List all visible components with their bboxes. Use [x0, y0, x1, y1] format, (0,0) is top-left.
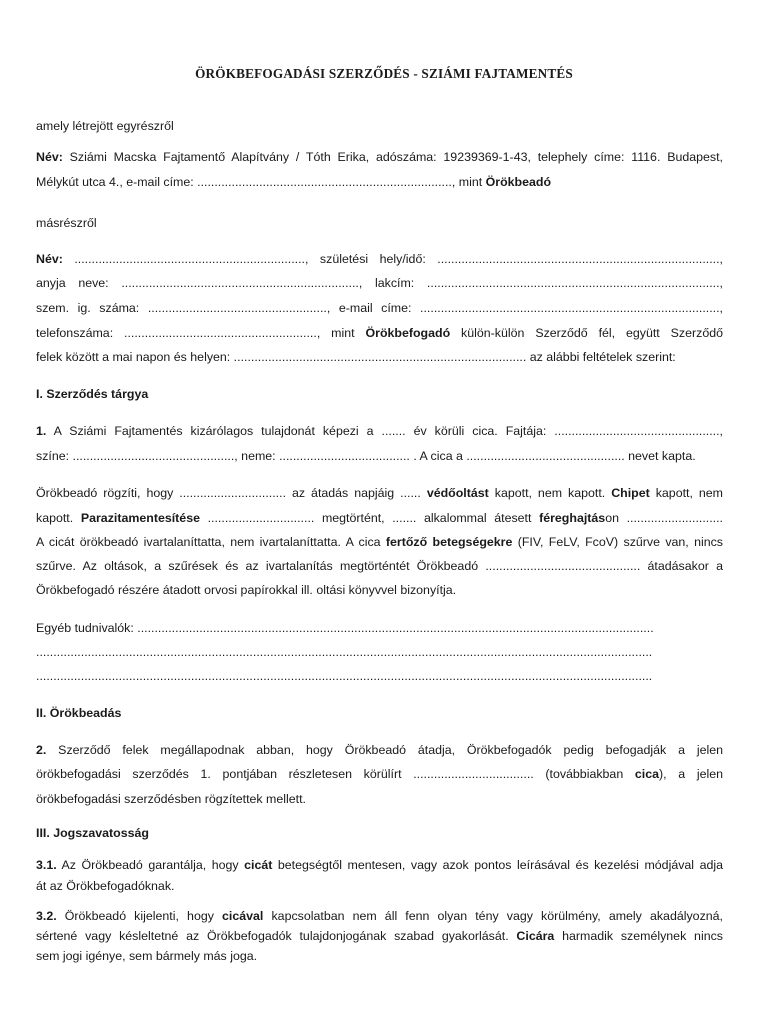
s3-p2-c: kapcsolatban nem áll fenn olyan tény vagy körülmény, amely akadályozná,	[263, 909, 723, 923]
vaccine-bold: védőoltást	[426, 486, 489, 500]
s1-p2-l2-e: on ............................	[605, 511, 723, 525]
s1-p2-l2-c: ............................... megtörtént, ....... alkalommal átesett	[199, 511, 540, 525]
s2-line-3: örökbefogadási szerződésben rögzítettek mellett.	[36, 792, 306, 806]
clause-number: 2.	[36, 743, 47, 757]
s2-line-2	[36, 766, 723, 782]
donor-role: Örökbeadó	[485, 175, 552, 189]
chip-bold: Chipet	[611, 486, 650, 500]
cat-bold: cica	[634, 767, 660, 781]
cat-bold: cicával	[222, 909, 264, 923]
s3-p1-c: betegségtől mentesen, vagy azok pontos leírásával és kezelési módjával adja	[272, 858, 723, 872]
s3-p2-line-3: sem jogi igénye, sem bármely más joga.	[36, 949, 258, 963]
cat-bold: cicát	[244, 858, 273, 872]
intro-line-4: másrészről	[36, 216, 97, 230]
s1-p2-line-4: szűrve. Az oltások, a szűrések és az ivartalanítás megtörténtét Örökbeadó ............................................. átadásakor a	[36, 559, 723, 573]
s1-p2-text-e: kapott, nem	[649, 486, 723, 500]
party-line-4	[36, 325, 723, 341]
s2-line-1	[36, 742, 723, 758]
s1-p1-line-2: színe: ..............................................., neme: ...................................... . A cica a .............................................. nevet kapta.	[36, 449, 696, 463]
disease-bold: fertőző betegségekre	[385, 535, 513, 549]
adopter-role: Örökbefogadó	[365, 326, 451, 340]
name-label: Név:	[36, 150, 63, 164]
party-phone: telefonszáma: ........................................................, mint	[36, 326, 366, 340]
deworm-bold: féreghajtás	[539, 511, 606, 525]
s3-p2-l2-c: harmadik személynek nincs	[554, 929, 723, 943]
s1-p2-line-2	[36, 510, 723, 526]
clause-number: 1.	[36, 424, 47, 438]
section-2-heading: II. Örökbeadás	[36, 706, 122, 720]
name-label: Név:	[36, 252, 63, 266]
document-title: ÖRÖKBEFOGADÁSI SZERZŐDÉS - SZIÁMI FAJTAMENTÉS	[195, 66, 573, 81]
party-role-text: külön-külön Szerződő fél, együtt Szerződő	[450, 326, 723, 340]
party-line-3: szem. ig. száma: ...................................................., e-mail címe: .......................................................................................,	[36, 301, 723, 315]
s1-p2-line-3	[36, 534, 723, 550]
s1-p2-l3-c: (FIV, FeLV, FcoV) szűrve van, nincs	[512, 535, 723, 549]
s1-p2-text-c: kapott, nem kapott.	[488, 486, 612, 500]
intro-line-2	[36, 149, 723, 165]
section-1-heading: I. Szerződés tárgya	[36, 387, 149, 401]
clause-number: 3.2.	[36, 909, 57, 923]
donor-email: Mélykút utca 4., e-mail címe: .........................................................................., mint	[36, 175, 486, 189]
s3-p1-a: Az Örökbeadó garantálja, hogy	[56, 858, 245, 872]
s1-p2-text-a: Örökbeadó rögzíti, hogy ............................... az átadás napjáig ......	[36, 486, 427, 500]
cat-bold: Cicára	[516, 929, 555, 943]
s1-p1-text: A Sziámi Fajtamentés kizárólagos tulajdonát képezi a ....... év körüli cica. Fajtája: ................................................,	[46, 424, 723, 438]
s1-p2-line-1	[36, 485, 723, 501]
other-info-line-2: ...................................................................................................................................................................................	[36, 645, 653, 659]
s1-p2-l3-a: A cicát örökbeadó ivartalaníttatta, nem ivartalaníttatta. A cica	[36, 535, 386, 549]
s1-p2-line-5: Örökbefogadó részére átadott orvosi papírokkal ill. oltási könyvvel bizonyítja.	[36, 583, 457, 597]
donor-details: Sziámi Macska Fajtamentő Alapítvány / Tóth Erika, adószáma: 19239369-1-43, telephely címe: 1116. Budapest,	[62, 150, 723, 164]
other-info-line-1: Egyéb tudnivalók: ......................................................................................................................................................	[36, 621, 654, 635]
other-info-line-3: ...................................................................................................................................................................................	[36, 669, 653, 683]
s2-text-1: Szerződő felek megállapodnak abban, hogy Örökbeadó átadja, Örökbefogadók pedig befogadják a jelen	[46, 743, 723, 757]
party-line-5: felek között a mai napon és helyen: ..................................................................................... az alábbi feltételek szerint:	[36, 350, 676, 364]
s3-p1-line-2: át az Örökbefogadóknak.	[36, 879, 175, 893]
party-line-2: anyja neve: ....................................................................., lakcím: .....................................................................................,	[36, 276, 723, 290]
party-line-1	[36, 251, 723, 267]
s3-p2-line-2	[36, 928, 723, 944]
party-name-birth: ..................................................................., születési hely/idő: ..................................................................................,	[62, 252, 723, 266]
s3-p2-a: Örökbeadó kijelenti, hogy	[56, 909, 223, 923]
s1-p1-line-1	[36, 423, 723, 439]
s3-p2-l2-a: sértené vagy késleltetné az Örökbefogadók tulajdonjogának szabad gyakorlását.	[36, 929, 517, 943]
s3-p1-line-1	[36, 857, 723, 873]
s2-l2-c: ), a jelen	[659, 767, 723, 781]
s2-l2-a: örökbefogadási szerződés 1. pontjában részletesen körülírt ................................... (továbbiakban	[36, 767, 635, 781]
intro-line-1: amely létrejött egyrészről	[36, 119, 174, 133]
intro-line-3	[36, 174, 723, 190]
s3-p2-line-1	[36, 908, 723, 924]
parasite-bold: Parazitamentesítése	[80, 511, 200, 525]
clause-number: 3.1.	[36, 858, 57, 872]
s1-p2-l2-a: kapott.	[36, 511, 81, 525]
section-3-heading: III. Jogszavatosság	[36, 826, 149, 840]
